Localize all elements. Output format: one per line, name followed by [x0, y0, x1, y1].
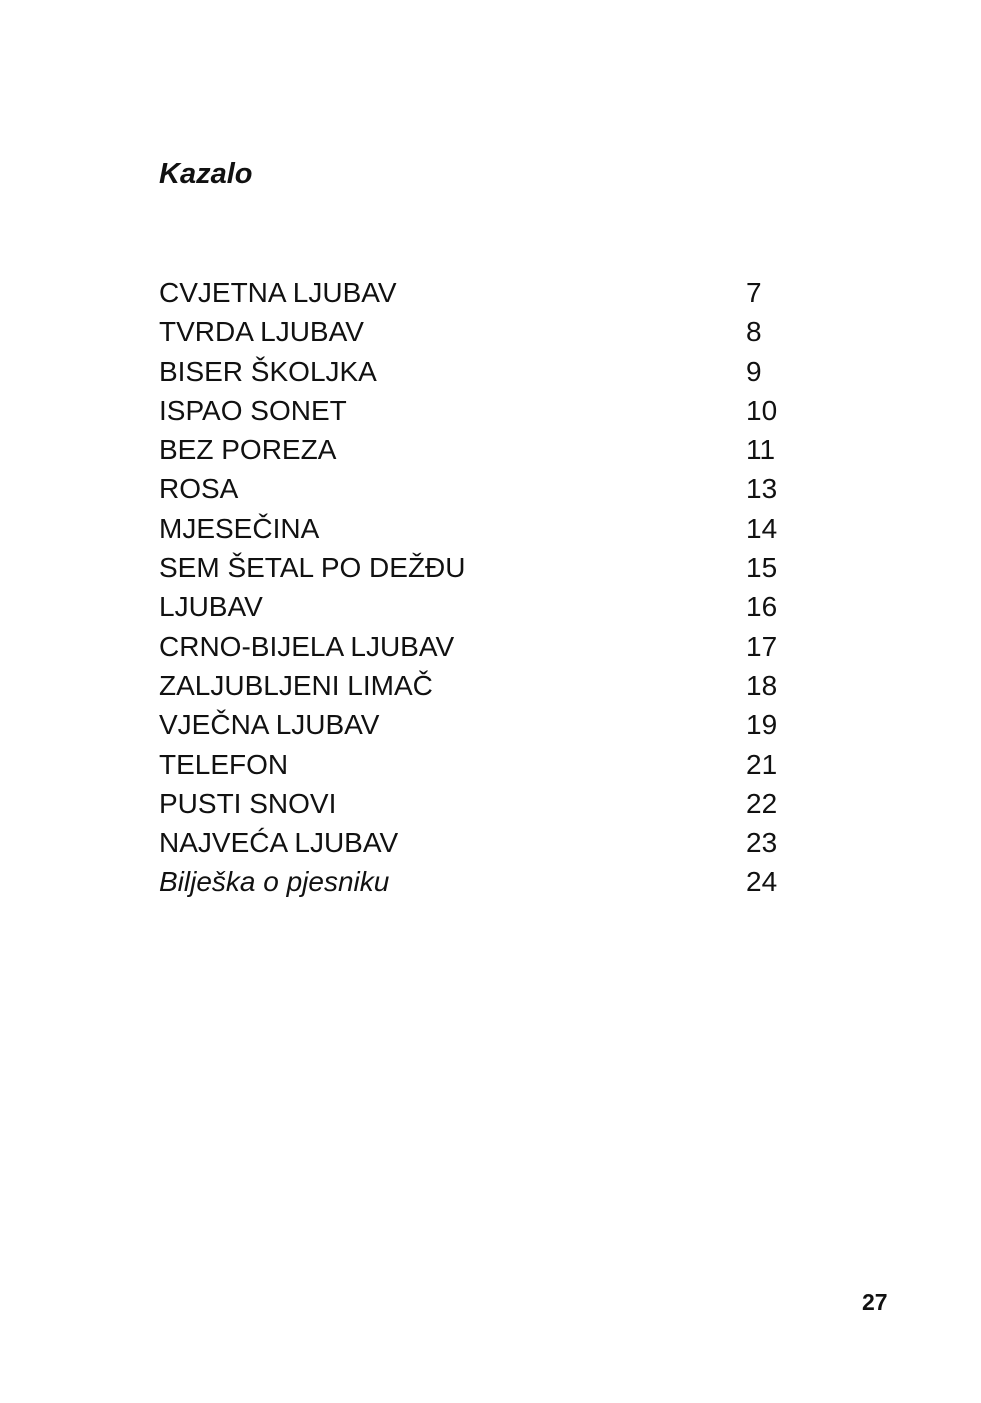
table-of-contents: [159, 275, 799, 904]
toc-entry-page: 13: [746, 473, 778, 505]
toc-entry: [159, 864, 799, 903]
toc-entry-title: BISER ŠKOLJKA: [159, 355, 377, 387]
toc-entry-title: ISPAO SONET: [159, 394, 347, 426]
toc-entry-title: ROSA: [159, 473, 239, 505]
toc-entry-page: 10: [746, 394, 778, 426]
toc-entry-page: 22: [746, 787, 778, 819]
toc-entry-page: 23: [746, 827, 778, 859]
toc-entry: [159, 354, 799, 393]
toc-entry: [159, 589, 799, 628]
toc-entry-page: 11: [746, 434, 776, 466]
toc-entry: [159, 786, 799, 825]
toc-entry: [159, 471, 799, 510]
toc-entry: [159, 629, 799, 668]
toc-entry: [159, 275, 799, 314]
toc-entry-title: CVJETNA LJUBAV: [159, 277, 397, 308]
toc-entry: [159, 668, 799, 707]
toc-entry: [159, 432, 799, 471]
toc-entry-title: VJEČNA LJUBAV: [159, 709, 380, 741]
toc-entry: [159, 393, 799, 432]
toc-entry-title: Bilješka o pjesniku: [159, 866, 390, 898]
toc-entry-page: 17: [746, 630, 778, 662]
toc-entry-title: NAJVEĆA LJUBAV: [159, 827, 399, 859]
toc-entry-page: 19: [746, 709, 778, 741]
toc-entry-title: SEM ŠETAL PO DEŽĐU: [159, 552, 466, 584]
toc-entry-page: 15: [746, 552, 778, 584]
toc-entry-page: 21: [746, 748, 778, 780]
toc-entry: [159, 314, 799, 353]
page-number: 27: [862, 1289, 888, 1315]
toc-entry-page: 14: [746, 512, 778, 544]
toc-entry-page: 24: [746, 866, 778, 898]
toc-entry-title: MJESEČINA: [159, 512, 320, 544]
page-title: Kazalo: [159, 158, 253, 190]
toc-entry-page: 7: [746, 277, 762, 308]
toc-entry-page: 8: [746, 316, 762, 348]
toc-entry-page: 18: [746, 669, 778, 701]
toc-entry-title: PUSTI SNOVI: [159, 787, 337, 819]
toc-entry-title: BEZ POREZA: [159, 434, 337, 466]
toc-entry-title: CRNO-BIJELA LJUBAV: [159, 630, 455, 662]
toc-entry-page: 9: [746, 355, 762, 387]
toc-entry: [159, 707, 799, 746]
toc-entry-title: TELEFON: [159, 748, 289, 780]
toc-entry-title: TVRDA LJUBAV: [159, 316, 364, 348]
toc-entry-title: ZALJUBLJENI LIMAČ: [159, 669, 433, 701]
toc-entry-title: LJUBAV: [159, 591, 263, 623]
toc-entry: [159, 511, 799, 550]
toc-entry: [159, 550, 799, 589]
toc-entry: [159, 825, 799, 864]
toc-entry-page: 16: [746, 591, 778, 623]
toc-entry: [159, 747, 799, 786]
